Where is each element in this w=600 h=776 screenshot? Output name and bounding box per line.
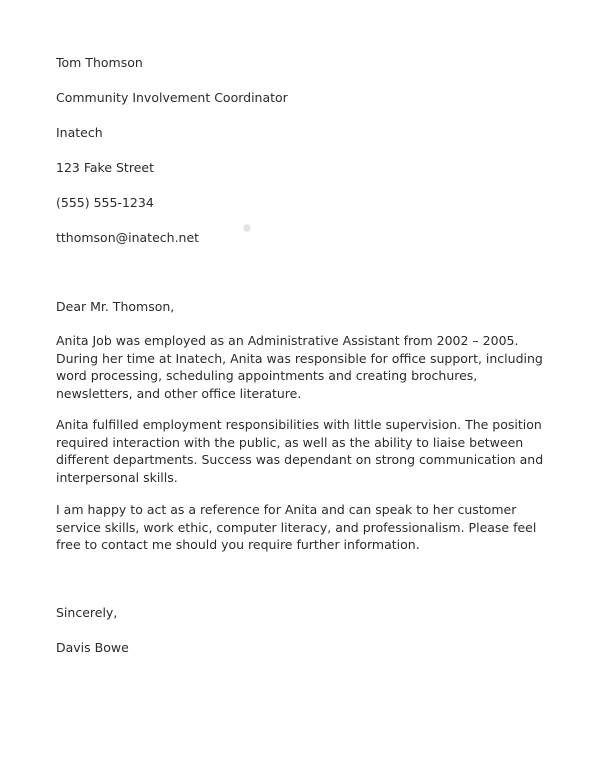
sender-title: Community Involvement Coordinator	[56, 90, 288, 105]
sender-phone: (555) 555-1234	[56, 195, 154, 210]
sender-company: Inatech	[56, 125, 103, 140]
closing: Sincerely,	[56, 605, 118, 620]
body-paragraph-2: Anita fulfilled employment responsibilities with little supervision. The position required interaction with the public, as well as the ability to liaise between different departments. Success was dependant on strong communication and interpersonal skills.	[56, 417, 544, 485]
body-paragraph-1: Anita Job was employed as an Administrative Assistant from 2002 – 2005. During her time at Inatech, Anita was responsible for office support, including word processing, scheduling appointments and creating brochures, newsletters, and other office literature.	[56, 333, 543, 401]
sender-street: 123 Fake Street	[56, 160, 154, 175]
scan-mark-icon	[244, 225, 250, 231]
sender-name: Tom Thomson	[56, 55, 143, 70]
sender-email: tthomson@inatech.net	[56, 230, 200, 245]
salutation: Dear Mr. Thomson,	[56, 299, 175, 314]
body-paragraph-3: I am happy to act as a reference for Anita and can speak to her customer service skills, work ethic, computer literacy, and professionalism. Please feel free to contact me should you require further information.	[56, 502, 537, 552]
signature-name: Davis Bowe	[56, 640, 129, 655]
